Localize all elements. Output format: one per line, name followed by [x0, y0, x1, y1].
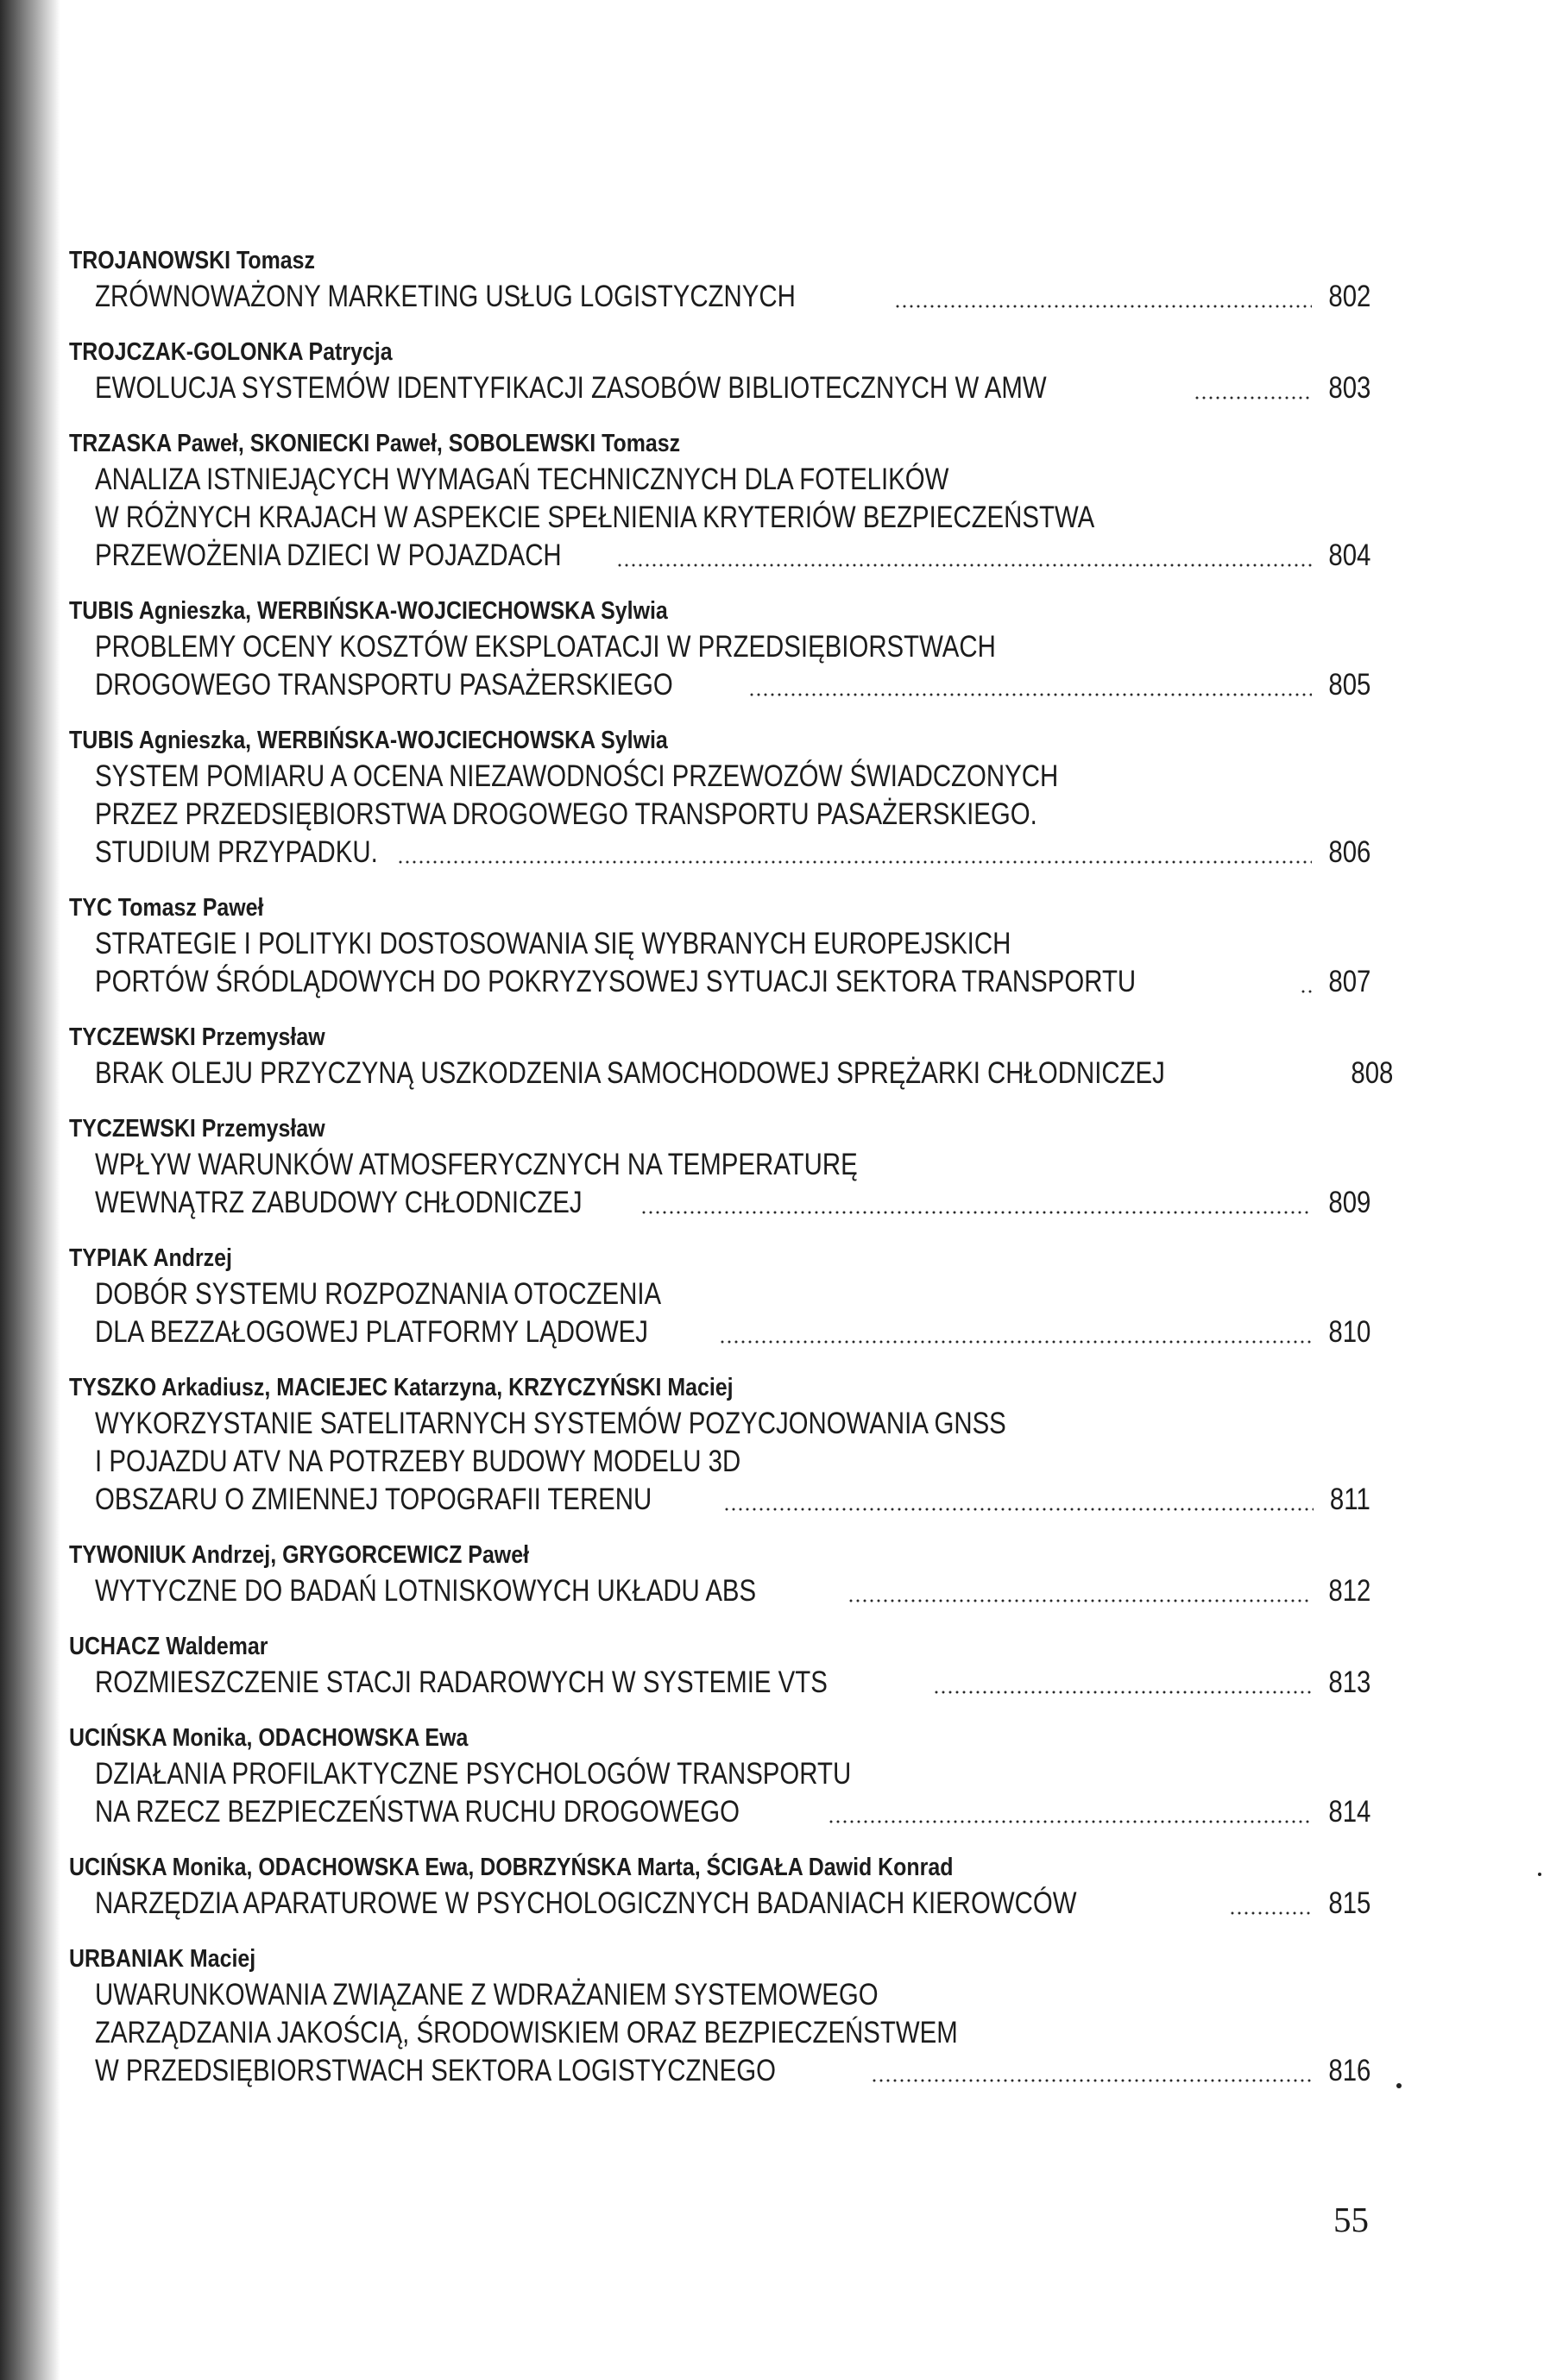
entry-page-number: 804: [1327, 538, 1370, 572]
entry-title-text: NA RZECZ BEZPIECZEŃSTWA RUCHU DROGOWEGO: [95, 1795, 740, 1829]
entry-title-line: [95, 628, 1374, 666]
entry-title-line: [95, 1755, 1374, 1793]
entry-title-line: [95, 2052, 1374, 2090]
entry-page-number: 811: [1330, 1483, 1370, 1516]
entry-title-line: [95, 537, 1374, 575]
entry-title-text: WYKORZYSTANIE SATELITARNYCH SYSTEMÓW POZYCJONOWANIA GNSS: [95, 1407, 1006, 1440]
entry-page-number: 813: [1327, 1665, 1370, 1699]
entry-title-line: [95, 796, 1374, 834]
entry-title-text: OBSZARU O ZMIENNEJ TOPOGRAFII TERENU: [95, 1483, 652, 1516]
entry-title-line: [95, 1885, 1374, 1923]
entry-page-number: 806: [1327, 835, 1370, 869]
toc-entry: [69, 1020, 1394, 1092]
dot-leader: [1300, 990, 1312, 993]
entry-title-text: DOBÓR SYSTEMU ROZPOZNANIA OTOCZENIA: [95, 1277, 662, 1311]
entry-title-line: [95, 2014, 1374, 2052]
toc-entry: [69, 243, 1374, 316]
entry-title-text: DZIAŁANIA PROFILAKTYCZNE PSYCHOLOGÓW TRANSPORTU: [95, 1757, 852, 1791]
entry-title-line: [95, 1664, 1374, 1702]
entry-title-text: ZARZĄDZANIA JAKOŚCIĄ, ŚRODOWISKIEM ORAZ BEZPIECZEŃSTWEM: [95, 2016, 958, 2049]
toc-entry: [69, 1850, 1374, 1923]
entry-title-line: [95, 369, 1374, 407]
entry-title-text: DROGOWEGO TRANSPORTU PASAŻERSKIEGO: [95, 668, 673, 702]
entry-page-number: 816: [1327, 2054, 1370, 2087]
entry-page-number: 815: [1327, 1886, 1370, 1920]
entry-title-text: EWOLUCJA SYSTEMÓW IDENTYFIKACJI ZASOBÓW BIBLIOTECZNYCH W AMW: [95, 371, 1047, 405]
entry-authors: UCIŃSKA Monika, ODACHOWSKA Ewa: [69, 1724, 469, 1752]
dot-leader: [723, 1508, 1314, 1511]
entry-title-text: WEWNĄTRZ ZABUDOWY CHŁODNICZEJ: [95, 1186, 583, 1219]
toc-entry: [69, 1538, 1374, 1610]
entry-title-line: [95, 758, 1374, 796]
entry-title-line: [95, 963, 1374, 1001]
entry-authors: TYC Tomasz Paweł: [69, 894, 264, 922]
entry-authors: TYPIAK Andrzej: [69, 1244, 232, 1272]
entry-title-text: PORTÓW ŚRÓDLĄDOWYCH DO POKRYZYSOWEJ SYTUACJI SEKTORA TRANSPORTU: [95, 965, 1137, 998]
page-number: 55: [1333, 2200, 1369, 2239]
page-binding-shadow: [0, 0, 60, 2380]
entry-title-text: W RÓŻNYCH KRAJACH W ASPEKCIE SPEŁNIENIA KRYTERIÓW BEZPIECZEŃSTWA: [95, 501, 1095, 534]
entry-title-line: [95, 1793, 1374, 1831]
toc-entry: [69, 335, 1374, 407]
entry-authors: UCHACZ Waldemar: [69, 1633, 268, 1660]
entry-authors: TROJCZAK-GOLONKA Patrycja: [69, 338, 393, 366]
entry-title-text: NARZĘDZIA APARATUROWE W PSYCHOLOGICZNYCH BADANIACH KIEROWCÓW: [95, 1886, 1077, 1920]
entry-title-line: [95, 1184, 1374, 1222]
entry-title-text: BRAK OLEJU PRZYCZYNĄ USZKODZENIA SAMOCHODOWEJ SPRĘŻARKI CHŁODNICZEJ: [95, 1056, 1165, 1090]
entry-authors: TYWONIUK Andrzej, GRYGORCEWICZ Paweł: [69, 1541, 530, 1569]
entry-title-line: [95, 1055, 1394, 1092]
entry-authors: TROJANOWSKI Tomasz: [69, 247, 315, 274]
entry-title-text: WPŁYW WARUNKÓW ATMOSFERYCZNYCH NA TEMPERATURĘ: [95, 1148, 858, 1181]
scan-speck: [1538, 1873, 1541, 1876]
entry-page-number: 808: [1351, 1056, 1394, 1090]
entry-title-text: UWARUNKOWANIA ZWIĄZANE Z WDRAŻANIEM SYSTEMOWEGO: [95, 1978, 879, 2012]
dot-leader: [871, 2079, 1311, 2082]
entry-page-number: 807: [1327, 965, 1370, 998]
entry-page-number: 803: [1327, 371, 1370, 405]
entry-title-line: [95, 1443, 1374, 1481]
toc-entry: [69, 426, 1374, 575]
entry-authors: TRZASKA Paweł, SKONIECKI Paweł, SOBOLEWSKI Tomasz: [69, 430, 681, 457]
toc-entry: [69, 891, 1374, 1001]
entry-authors: TUBIS Agnieszka, WERBIŃSKA-WOJCIECHOWSKA Sylwia: [69, 597, 668, 625]
entry-title-text: SYSTEM POMIARU A OCENA NIEZAWODNOŚCI PRZEWOZÓW ŚWIADCZONYCH: [95, 759, 1059, 793]
dot-leader: [616, 564, 1312, 567]
dot-leader: [1229, 1911, 1311, 1915]
dot-leader: [847, 1599, 1312, 1602]
entry-page-number: 802: [1327, 280, 1370, 313]
entry-title-line: [95, 666, 1374, 704]
entry-title-line: [95, 925, 1374, 963]
entry-title-text: STUDIUM PRZYPADKU.: [95, 835, 378, 869]
dot-leader: [933, 1691, 1312, 1694]
entry-title-text: PRZEZ PRZEDSIĘBIORSTWA DROGOWEGO TRANSPORTU PASAŻERSKIEGO.: [95, 797, 1037, 831]
entry-title-text: ROZMIESZCZENIE STACJI RADAROWYCH W SYSTEMIE VTS: [95, 1665, 828, 1699]
entry-authors: TUBIS Agnieszka, WERBIŃSKA-WOJCIECHOWSKA Sylwia: [69, 727, 668, 754]
entry-authors: TYCZEWSKI Przemysław: [69, 1023, 325, 1051]
entry-title-line: [95, 1405, 1374, 1443]
toc-entry: [69, 1721, 1374, 1831]
dot-leader: [640, 1211, 1311, 1214]
toc-entry: [69, 1111, 1374, 1222]
scan-speck: [1396, 2083, 1402, 2088]
dot-leader: [719, 1340, 1312, 1344]
toc-entry: [69, 1942, 1374, 2090]
entry-title-line: [95, 499, 1374, 537]
entry-title-line: [95, 1275, 1374, 1313]
entry-title-line: [95, 1481, 1374, 1519]
entry-title-text: STRATEGIE I POLITYKI DOSTOSOWANIA SIĘ WYBRANYCH EUROPEJSKICH: [95, 927, 1011, 960]
entry-page-number: 810: [1327, 1315, 1370, 1349]
entry-title-text: PROBLEMY OCENY KOSZTÓW EKSPLOATACJI W PRZEDSIĘBIORSTWACH: [95, 630, 996, 664]
toc-entry: [69, 723, 1374, 872]
entry-title-text: ZRÓWNOWAŻONY MARKETING USŁUG LOGISTYCZNYCH: [95, 280, 796, 313]
dot-leader: [894, 305, 1311, 308]
entry-title-line: [95, 1146, 1374, 1184]
entry-title-line: [95, 461, 1374, 499]
entry-title-text: W PRZEDSIĘBIORSTWACH SEKTORA LOGISTYCZNEGO: [95, 2054, 777, 2087]
entry-title-text: DLA BEZZAŁOGOWEJ PLATFORMY LĄDOWEJ: [95, 1315, 648, 1349]
dot-leader: [828, 1820, 1311, 1823]
entry-authors: TYCZEWSKI Przemysław: [69, 1115, 325, 1143]
table-of-contents: [69, 243, 1394, 2109]
entry-page-number: 809: [1327, 1186, 1370, 1219]
entry-title-line: [95, 1313, 1374, 1351]
entry-title-text: PRZEWOŻENIA DZIECI W POJAZDACH: [95, 538, 562, 572]
entry-page-number: 814: [1327, 1795, 1370, 1829]
entry-authors: URBANIAK Maciej: [69, 1945, 256, 1973]
entry-title-line: [95, 278, 1374, 316]
entry-page-number: 812: [1327, 1574, 1370, 1608]
entry-authors: UCIŃSKA Monika, ODACHOWSKA Ewa, DOBRZYŃSKA Marta, ŚCIGAŁA Dawid Konrad: [69, 1854, 954, 1881]
toc-entry: [69, 594, 1374, 704]
dot-leader: [397, 860, 1311, 864]
entry-title-text: I POJAZDU ATV NA POTRZEBY BUDOWY MODELU 3D: [95, 1445, 741, 1478]
entry-title-line: [95, 1572, 1374, 1610]
entry-title-text: WYTYCZNE DO BADAŃ LOTNISKOWYCH UKŁADU ABS: [95, 1574, 757, 1608]
entry-title-text: ANALIZA ISTNIEJĄCYCH WYMAGAŃ TECHNICZNYCH DLA FOTELIKÓW: [95, 463, 949, 496]
toc-entry: [69, 1629, 1374, 1702]
entry-authors: TYSZKO Arkadiusz, MACIEJEC Katarzyna, KRZYCZYŃSKI Maciej: [69, 1374, 734, 1401]
toc-entry: [69, 1241, 1374, 1351]
toc-entry: [69, 1370, 1374, 1519]
entry-page-number: 805: [1327, 668, 1370, 702]
entry-title-line: [95, 1976, 1374, 2014]
dot-leader: [1194, 396, 1312, 400]
dot-leader: [748, 693, 1311, 696]
entry-title-line: [95, 834, 1374, 872]
